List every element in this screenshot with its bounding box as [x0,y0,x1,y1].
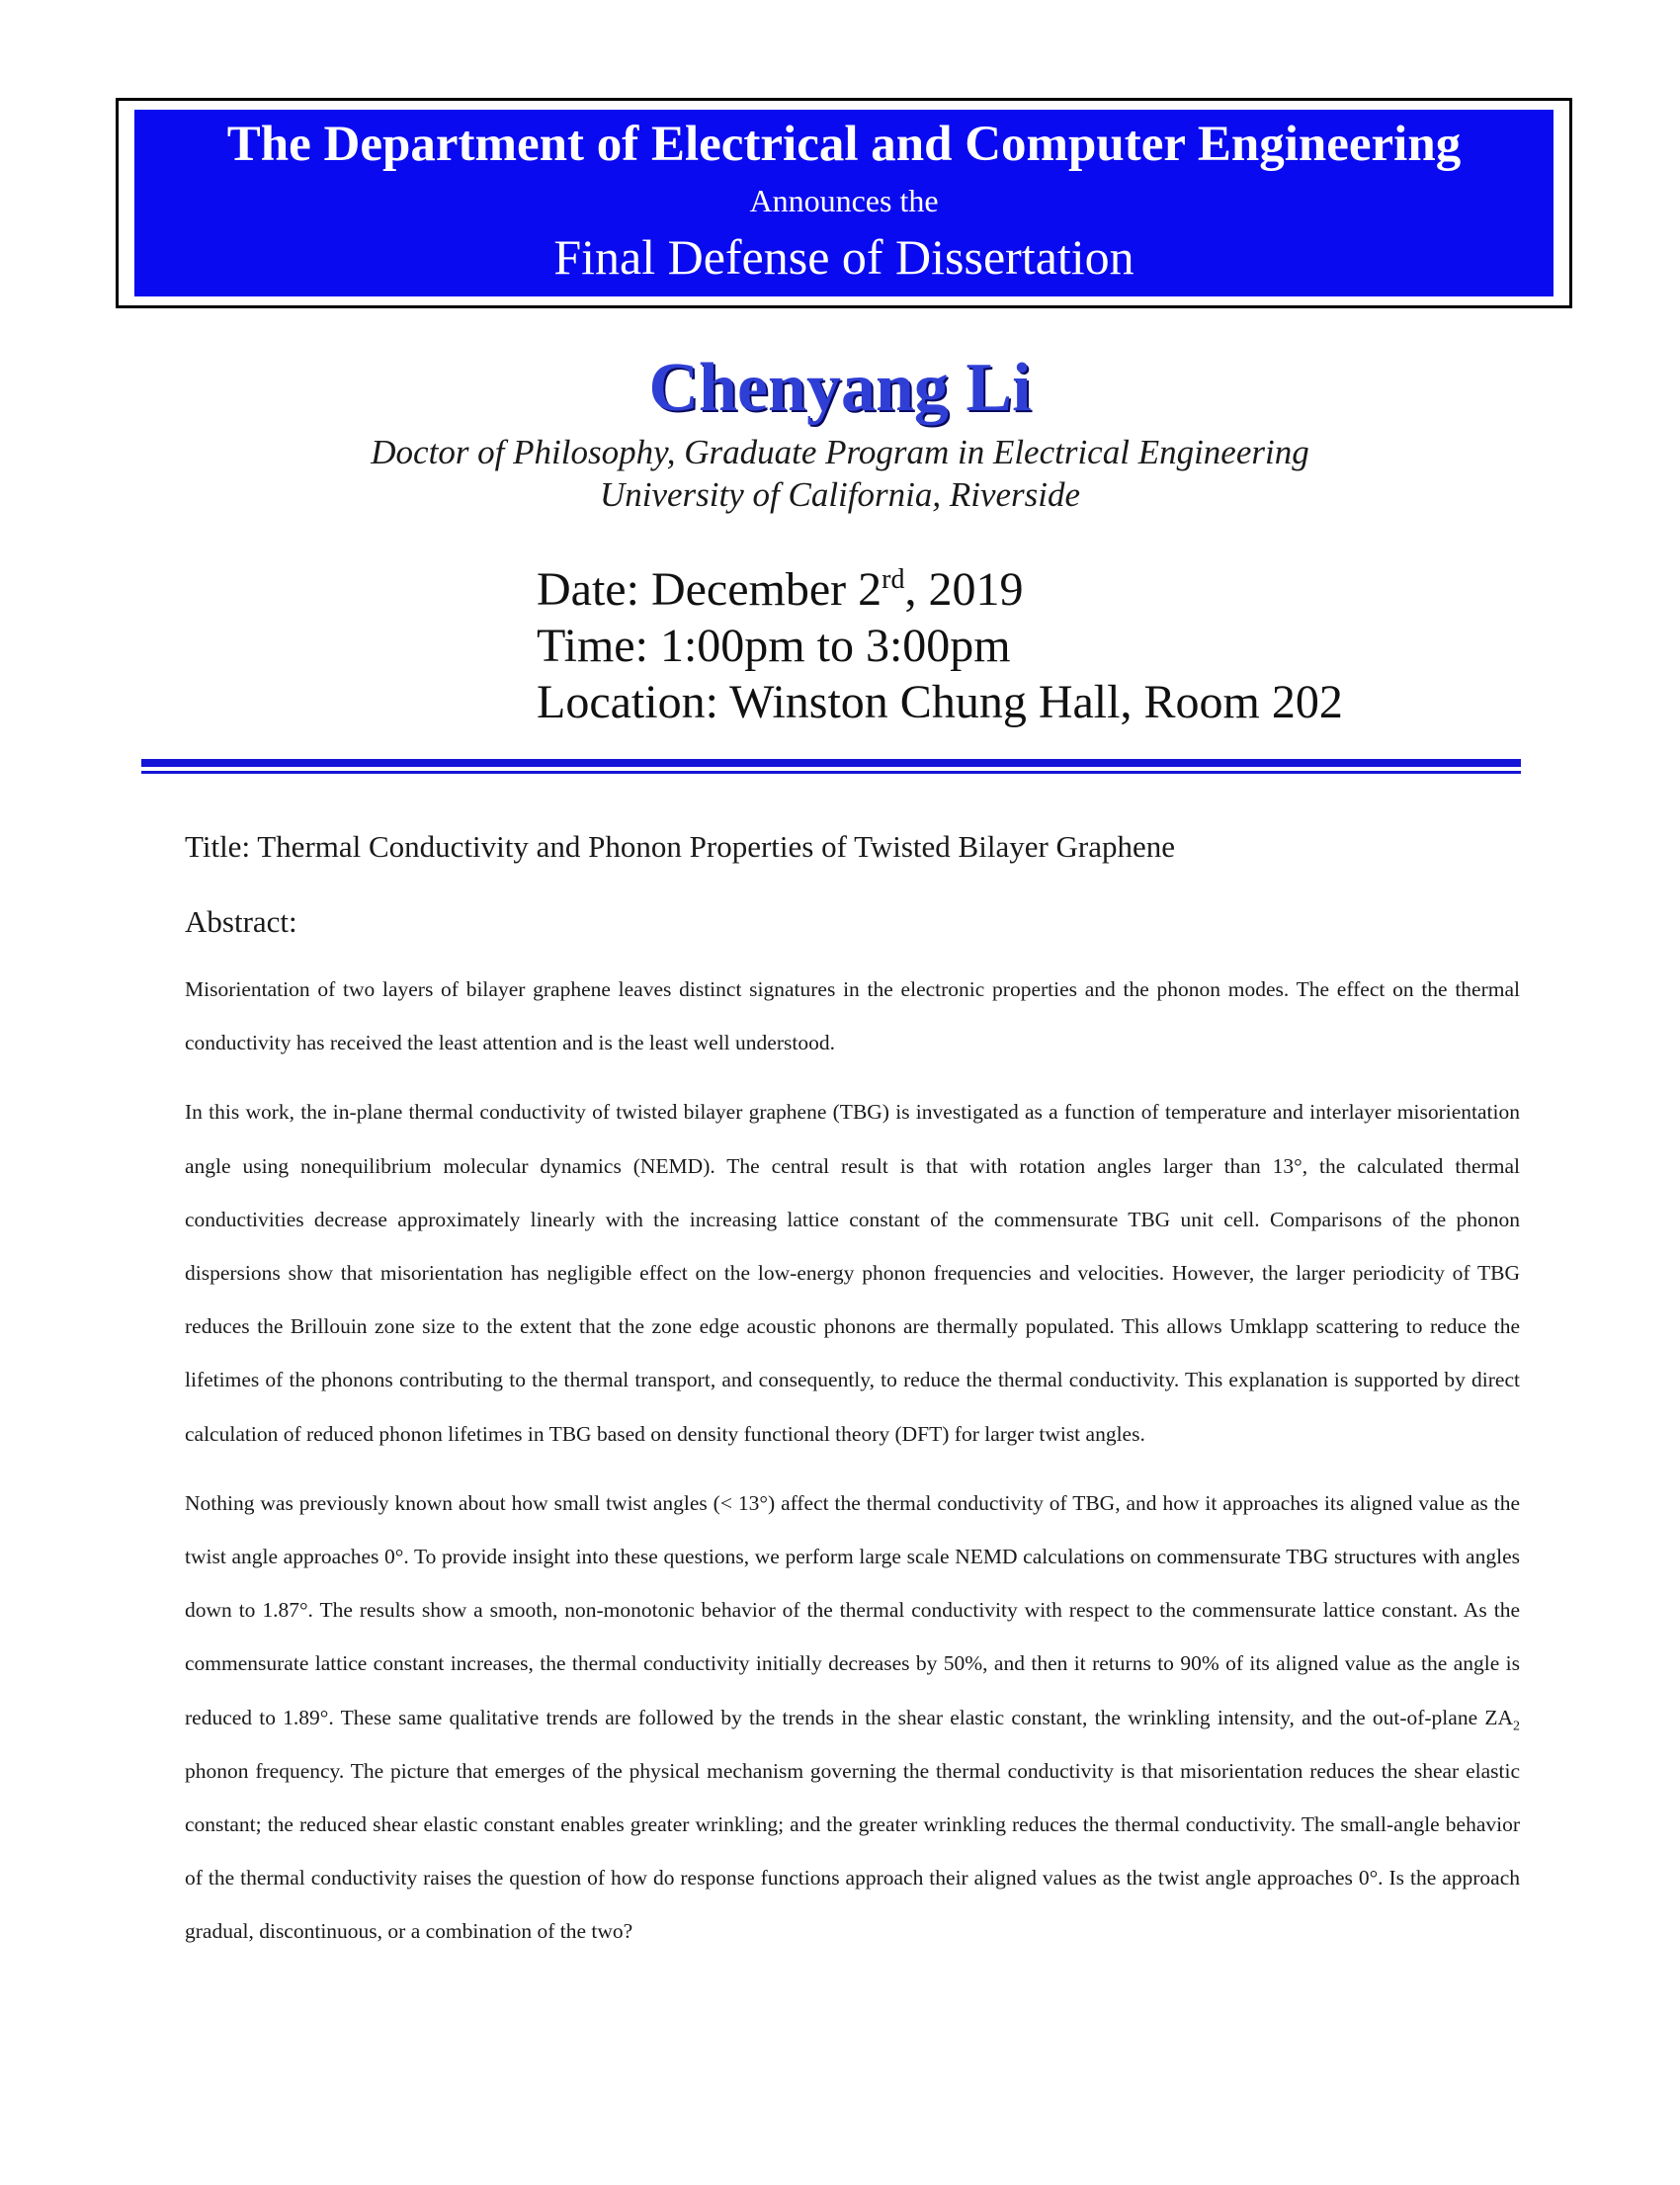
announces-line: Announces the [749,183,939,218]
department-name: The Department of Electrical and Computer Engineering [226,117,1462,172]
abstract-paragraph-1: Misorientation of two layers of bilayer graphene leaves distinct signatures in the electronic properties and the phonon modes. The effect on the thermal conductivity has received the least attention and is the least well understood. [185,977,1520,1055]
abstract-paragraph-3: Nothing was previously known about how small twist angles (< 13°) affect the thermal conductivity of TBG, and how it approaches its aligned value as the twist angle approaches 0°. To provide insight into these questions, we perform large scale NEMD calculations on commensurate TBG structures with angles down to 1.87°. The results show a smooth, non-monotonic behavior of the thermal conductivity with respect to the commensurate lattice constant. As the commensurate lattice constant increases, the thermal conductivity initially decreases by 50%, and then it returns to 90% of its aligned value as the angle is reduced to 1.89°. These same qualitative trends are followed by the trends in the shear elastic constant, the wrinkling intensity, and the out-of-plane $ZA_2$ phonon frequency. The picture that emerges of the physical mechanism governing the thermal conductivity is that misorientation reduces the shear elastic constant; the reduced shear elastic constant enables greater wrinkling; and the greater wrinkling reduces the thermal conductivity. The small-angle behavior of the thermal conductivity raises the question of how do response functions approach their aligned values as the twist angle approaches 0°. Is the approach gradual, discontinuous, or a combination of the two? [185,1490,1520,1944]
university-name: University of California, Riverside [599,475,1081,514]
candidate-name: Chenyang Li [648,350,1032,426]
abstract-body [185,963,1520,1975]
degree-program: Doctor of Philosophy, Graduate Program in Electrical Engineering [371,433,1309,471]
event-date: Date: December 2rd, 2019 [537,563,1024,616]
divider-thin [141,771,1521,774]
divider-thick [141,759,1521,767]
dissertation-title: Title: Thermal Conductivity and Phonon Properties of Twisted Bilayer Graphene [185,829,1176,864]
event-details [537,561,1343,730]
abstract-heading: Abstract: [185,904,297,939]
event-location: Location: Winston Chung Hall, Room 202 [537,676,1343,728]
abstract-paragraph-2: In this work, the in-plane thermal conductivity of twisted bilayer graphene (TBG) is investigated as a function of temperature and interlayer misorientation angle using nonequilibrium molecular dynamics (NEMD). The central result is that with rotation angles larger than 13°, the calculated thermal conductivities decrease approximately linearly with the increasing lattice constant of the commensurate TBG unit cell. Comparisons of the phonon dispersions show that misorientation has negligible effect on the low-energy phonon frequencies and velocities. However, the larger periodicity of TBG reduces the Brillouin zone size to the extent that the zone edge acoustic phonons are thermally populated. This allows Umklapp scattering to reduce the lifetimes of the phonons contributing to the thermal transport, and consequently, to reduce the thermal conductivity. This explanation is supported by direct calculation of reduced phonon lifetimes in TBG based on density functional theory (DFT) for larger twist angles. [185,1100,1520,1446]
event-time: Time: 1:00pm to 3:00pm [537,620,1011,672]
event-title: Final Defense of Dissertation [553,229,1134,285]
header-frame [116,98,1572,308]
header-banner [134,110,1554,296]
